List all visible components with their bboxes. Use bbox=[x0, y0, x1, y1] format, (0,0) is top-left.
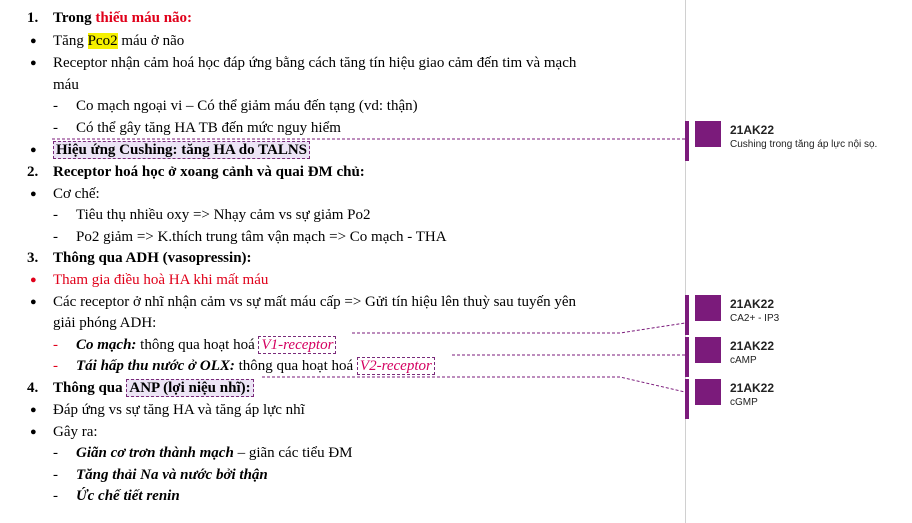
comment-bar bbox=[685, 295, 689, 335]
comment-author: 21AK22 bbox=[730, 339, 775, 353]
commented-text-cushing[interactable]: Hiệu ứng Cushing: tăng HA do TALNS bbox=[53, 141, 310, 159]
avatar-icon bbox=[695, 295, 721, 321]
comment-card[interactable] bbox=[685, 295, 912, 339]
commented-text-v2[interactable]: V2-receptor bbox=[357, 357, 435, 375]
document-page: 1. Trong thiếu máu não: ● Tăng Pco2 máu ở não ● Receptor nhận cảm hoá học đáp ứng bằng cách tăng tín hiệu giao cảm đến tim và mạch máu - Co mạch ngoại vi – Có thể giảm máu đến tạng (vd: thận) - Có thể gây tăng HA TB đến mức nguy hiểm ● Hiệu ứng Cushing: tăng HA do TALNS 2. Receptor hoá học ở xoang cảnh và quai ĐM chủ: ● Cơ chế: - Tiêu thụ nhiều oxy => Nhạy cảm vs sự giảm Po2 - Po2 giảm => K.thích trung tâm vận mạch => Co mạch - THA 3. Thông qua ADH (vasopressin): ● Tham gia điều hoà HA khi mất máu ● Các receptor ở nhĩ nhận cảm vs sự mất máu cấp => Gửi tín hiệu lên thuỳ sau tuyến yên giải phóng ADH: - Co mạch: thông qua hoạt hoá V1-receptor - Tái hấp thu nước ở OLX: thông qua hoạt hoá V2-receptor 4. Thông qua ANP (lợi niệu nhĩ): ● Đáp ứng vs sự tăng HA và tăng áp lực nhĩ ● Gây ra: - Giãn cơ trơn thành mạch – giãn các tiểu ĐM - Tăng thải Na và nước bởi thận - Ức chế tiết renin bbox=[27, 10, 577, 504]
comment-bar bbox=[685, 121, 689, 161]
comment-card[interactable] bbox=[685, 379, 912, 423]
comment-card[interactable] bbox=[685, 121, 912, 165]
avatar-icon bbox=[695, 379, 721, 405]
comment-text: cAMP bbox=[730, 355, 757, 366]
comment-author: 21AK22 bbox=[730, 381, 775, 395]
commented-text-v1[interactable]: V1-receptor bbox=[258, 336, 336, 354]
comment-bar bbox=[685, 379, 689, 419]
comment-author: 21AK22 bbox=[730, 123, 775, 137]
avatar-icon bbox=[695, 337, 721, 363]
comment-card[interactable] bbox=[685, 337, 912, 381]
avatar-icon bbox=[695, 121, 721, 147]
comment-text: CA2+ - IP3 bbox=[730, 313, 780, 324]
commented-text-anp[interactable]: ANP (lợi niệu nhĩ): bbox=[126, 379, 253, 397]
comment-author: 21AK22 bbox=[730, 297, 775, 311]
comment-bar bbox=[685, 337, 689, 377]
comment-text: cGMP bbox=[730, 397, 758, 408]
comment-text: Cushing trong tăng áp lực nội sọ. bbox=[730, 139, 878, 150]
comment-margin bbox=[685, 0, 912, 523]
highlighted-text: Pco2 bbox=[87, 33, 118, 49]
